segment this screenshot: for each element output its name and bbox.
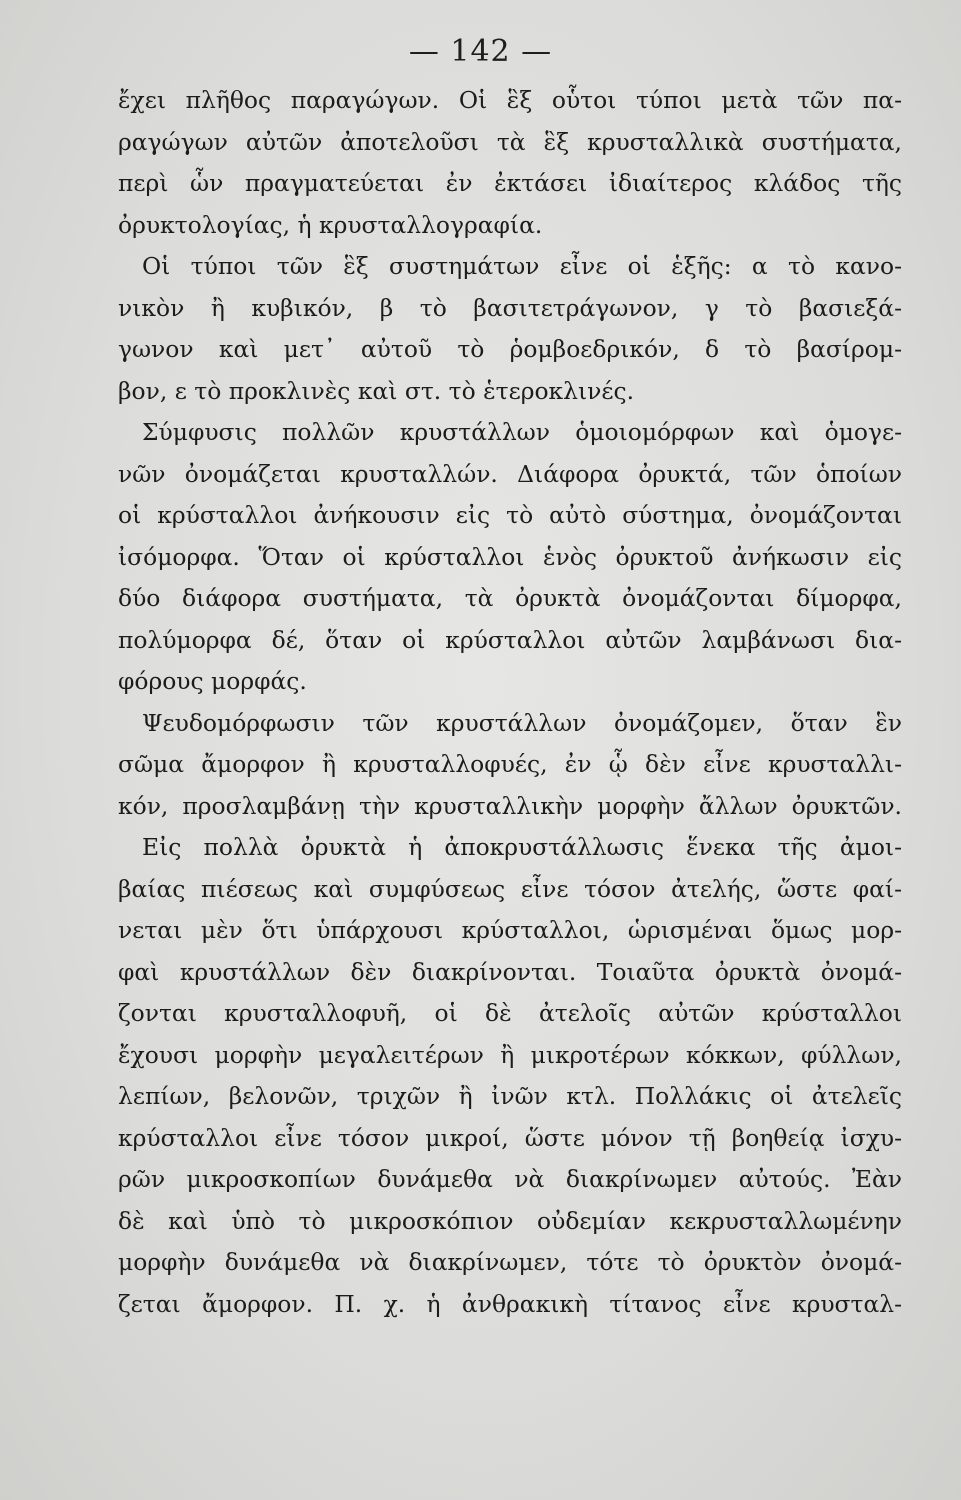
text-line: πολύμορφα δέ, ὅταν οἱ κρύσταλλοι αὐτῶν λαμβάνωσι δια- [118, 625, 902, 654]
text-line: φαὶ κρυστάλλων δὲν διακρίνονται. Τοιαῦτα ὀρυκτὰ ὀνομά- [118, 957, 902, 986]
text-line: νικὸν ἢ κυβικόν, β τὸ βασιτετράγωνον, γ τὸ βασιεξά- [118, 293, 902, 322]
text-line: οἱ κρύσταλλοι ἀνήκουσιν εἰς τὸ αὐτὸ σύστημα, ὀνομάζονται [118, 501, 902, 529]
page-number: — 142 — [408, 34, 553, 69]
text-line: ὀρυκτολογίας, ἡ κρυσταλλογραφία. [118, 210, 543, 239]
text-line: γωνον καὶ μετ᾽ αὐτοῦ τὸ ῥομβοεδρικόν, δ τὸ βασίρομ- [118, 335, 902, 363]
text-line: Εἰς πολλὰ ὀρυκτὰ ἡ ἀποκρυστάλλωσις ἕνεκα τῆς ἀμοι- [142, 833, 902, 861]
text-line: κρύσταλλοι εἶνε τόσον μικροί, ὥστε μόνον τῇ βοηθείᾳ ἰσχυ- [118, 1123, 902, 1152]
text-line: ρῶν μικροσκοπίων δυνάμεθα νὰ διακρίνωμεν αὐτούς. Ἐὰν [118, 1165, 902, 1193]
text-line: νῶν ὀνομάζεται κρυσταλλών. Διάφορα ὀρυκτά, τῶν ὁποίων [118, 459, 902, 488]
text-line: ἔχει πλῆθος παραγώγων. Οἱ ἓξ οὗτοι τύποι μετὰ τῶν πα- [118, 86, 902, 114]
text-line: κόν, προσλαμβάνῃ τὴν κρυσταλλικὴν μορφὴν ἄλλων ὀρυκτῶν. [118, 791, 902, 820]
text-line: δὲ καὶ ὑπὸ τὸ μικροσκόπιον οὐδεμίαν κεκρυσταλλωμένην [118, 1206, 902, 1235]
text-line: βαίας πιέσεως καὶ συμφύσεως εἶνε τόσον ἀτελής, ὥστε φαί- [118, 874, 902, 903]
text-line: ἰσόμορφα. Ὅταν οἱ κρύσταλλοι ἑνὸς ὀρυκτοῦ ἀνήκωσιν εἰς [118, 542, 902, 571]
text-line: ραγώγων αὐτῶν ἀποτελοῦσι τὰ ἓξ κρυσταλλικὰ συστήματα, [118, 127, 902, 156]
text-line: δύο διάφορα συστήματα, τὰ ὀρυκτὰ ὀνομάζονται δίμορφα, [118, 584, 902, 612]
text-line: σῶμα ἄμορφον ἢ κρυσταλλοφυές, ἐν ᾧ δὲν εἶνε κρυσταλλι- [118, 750, 902, 778]
text-line: λεπίων, βελονῶν, τριχῶν ἢ ἰνῶν κτλ. Πολλάκις οἱ ἀτελεῖς [118, 1082, 902, 1110]
text-line: φόρους μορφάς. [118, 667, 307, 695]
text-line: Σύμφυσις πολλῶν κρυστάλλων ὁμοιομόρφων καὶ ὁμογε- [142, 418, 902, 446]
text-line: νεται μὲν ὅτι ὑπάρχουσι κρύσταλλοι, ὡρισμέναι ὅμως μορ- [118, 916, 902, 944]
text-line: μορφὴν δυνάμεθα νὰ διακρίνωμεν, τότε τὸ ὀρυκτὸν ὀνομά- [118, 1248, 902, 1276]
text-line: βον, ε τὸ προκλινὲς καὶ στ. τὸ ἑτεροκλινές. [118, 376, 635, 405]
body-text [118, 80, 902, 1325]
text-line: Οἱ τύποι τῶν ἓξ συστημάτων εἶνε οἱ ἑξῆς: α τὸ κανο- [142, 252, 902, 280]
text-line: ζεται ἄμορφον. Π. χ. ἡ ἀνθρακικὴ τίτανος εἶνε κρυσταλ- [118, 1289, 902, 1318]
text-line: περὶ ὧν πραγματεύεται ἐν ἐκτάσει ἰδιαίτερος κλάδος τῆς [118, 169, 902, 197]
text-line: ζονται κρυσταλλοφυῆ, οἱ δὲ ἀτελοῖς αὐτῶν κρύσταλλοι [118, 999, 902, 1027]
text-line: ἔχουσι μορφὴν μεγαλειτέρων ἢ μικροτέρων κόκκων, φύλλων, [118, 1040, 902, 1069]
text-line: Ψευδομόρφωσιν τῶν κρυστάλλων ὀνομάζομεν, ὅταν ἓν [142, 708, 902, 737]
